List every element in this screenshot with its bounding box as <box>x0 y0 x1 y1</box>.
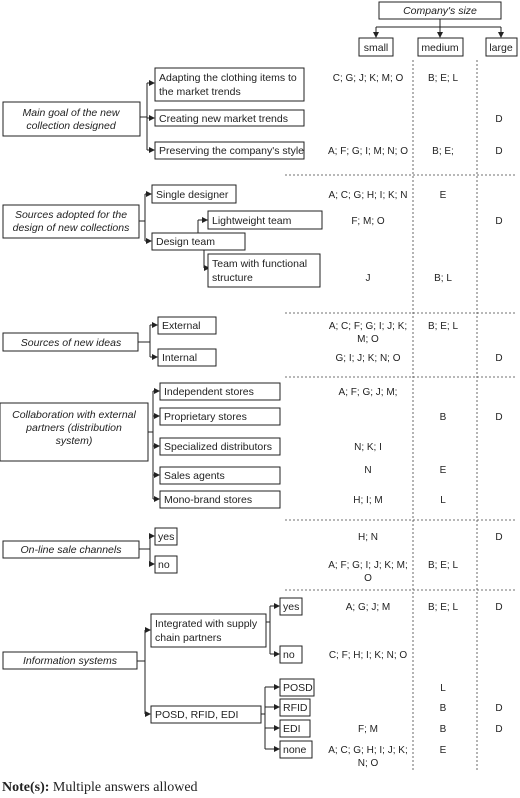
arrowhead-icon <box>149 147 155 153</box>
arrowhead-icon <box>149 561 155 567</box>
item-label: Independent stores <box>164 386 254 398</box>
cell-small: O <box>364 573 372 584</box>
arrowhead-icon <box>152 354 158 360</box>
category-label: Collaboration with external <box>12 409 136 421</box>
column-label-small: small <box>363 42 389 54</box>
arrowhead-icon <box>373 32 379 38</box>
item-label: Team with functional <box>212 258 308 270</box>
cell-medium: B; L <box>434 273 452 284</box>
cell-large: D <box>495 146 503 157</box>
company-size-title: Company's size <box>403 5 477 17</box>
arrowhead-icon <box>154 413 160 419</box>
cell-medium: B; E; L <box>427 560 459 571</box>
cell-medium: E <box>439 465 447 476</box>
arrowhead-icon <box>274 684 280 690</box>
cell-small: N <box>364 465 372 476</box>
arrowhead-icon <box>154 496 160 502</box>
item-label: Integrated with supply <box>155 618 258 630</box>
cell-small: F; M; O <box>351 216 385 227</box>
item-label: chain partners <box>155 632 222 644</box>
footnote-label: Note(s): <box>2 780 50 795</box>
arrowhead-icon <box>146 238 152 244</box>
item-label: none <box>283 744 307 756</box>
cell-large: D <box>495 216 503 227</box>
cell-small: A; C; G; H; I; J; K; <box>328 745 408 756</box>
cell-medium: B; E; L <box>427 602 459 613</box>
arrowhead-icon <box>149 80 155 86</box>
footnote <box>2 780 198 795</box>
item-label: no <box>283 649 295 661</box>
arrowhead-icon <box>274 746 280 752</box>
arrowhead-icon <box>498 32 504 38</box>
item-label: yes <box>158 531 175 543</box>
cell-medium: B <box>439 703 447 714</box>
arrowhead-icon <box>149 533 155 539</box>
cell-small: N; K; I <box>354 442 382 453</box>
item-label: Creating new market trends <box>159 113 288 125</box>
cell-small: J <box>365 273 371 284</box>
cell-medium: E <box>439 190 447 201</box>
cell-medium: E <box>439 745 447 756</box>
arrowhead-icon <box>145 627 151 633</box>
cell-small: N; O <box>357 758 379 769</box>
column-label-medium: medium <box>421 42 459 54</box>
cell-small: H; N <box>358 532 378 543</box>
category-label: partners (distribution <box>26 422 122 434</box>
item-label: no <box>158 559 170 571</box>
cell-medium: L <box>440 683 446 694</box>
arrowhead-icon <box>145 711 151 717</box>
item-label: Preserving the company's style <box>159 145 304 157</box>
cell-small: F; M <box>358 724 378 735</box>
cell-small: C; G; J; K; M; O <box>332 73 404 84</box>
item-label: the market trends <box>159 86 241 98</box>
cell-large: D <box>495 114 503 125</box>
cell-small: H; I; M <box>353 495 383 506</box>
arrowhead-icon <box>146 191 152 197</box>
arrowhead-icon <box>152 322 158 328</box>
item-label: Adapting the clothing items to <box>159 72 297 84</box>
arrowhead-icon <box>274 651 280 657</box>
cell-small: G; I; J; K; N; O <box>335 353 401 364</box>
column-label-large: large <box>489 42 513 54</box>
arrowhead-icon <box>154 388 160 394</box>
cell-medium: B <box>439 724 447 735</box>
category-label: system) <box>55 435 93 447</box>
cell-small: A; C; F; G; I; J; K; <box>328 321 408 332</box>
item-label: yes <box>283 601 300 613</box>
arrowhead-icon <box>154 443 160 449</box>
arrowhead-icon <box>274 704 280 710</box>
cell-medium: B; E; <box>432 146 454 157</box>
category-label: Sources adopted for the <box>14 209 128 221</box>
category-label: Information systems <box>23 655 117 667</box>
item-label: Lightweight team <box>212 215 292 227</box>
item-label: Sales agents <box>164 470 225 482</box>
item-label: POSD, RFID, EDI <box>155 709 239 721</box>
item-label: structure <box>212 272 253 284</box>
cell-small: A; G; J; M <box>345 602 391 613</box>
arrowhead-icon <box>149 115 155 121</box>
cell-large: D <box>495 724 503 735</box>
cell-large: D <box>495 602 503 613</box>
item-label: Design team <box>156 236 215 248</box>
arrowhead-icon <box>274 603 280 609</box>
cell-medium: B; E; L <box>427 73 459 84</box>
item-label: External <box>162 320 201 332</box>
item-label: EDI <box>283 723 301 735</box>
item-label: POSD <box>283 682 313 694</box>
cell-medium: L <box>440 495 446 506</box>
item-label: Specialized distributors <box>164 441 272 453</box>
item-label: Single designer <box>156 189 229 201</box>
item-label: Proprietary stores <box>164 411 247 423</box>
arrowhead-icon <box>274 725 280 731</box>
cell-small: A; F; G; I; M; N; O <box>327 146 409 157</box>
cell-small: A; F; G; I; J; K; M; <box>328 560 408 571</box>
cell-large: D <box>495 703 503 714</box>
cell-medium: B; E; L <box>427 321 459 332</box>
category-label: Main goal of the new <box>22 107 120 119</box>
category-label: design of new collections <box>12 222 130 234</box>
cell-medium: B <box>439 412 447 423</box>
category-label: collection designed <box>26 120 116 132</box>
cell-large: D <box>495 353 503 364</box>
cell-small: A; C; G; H; I; K; N <box>328 190 408 201</box>
cell-small: C; F; H; I; K; N; O <box>328 650 408 661</box>
cell-large: D <box>495 532 503 543</box>
cell-small: M; O <box>357 334 379 345</box>
arrowhead-icon <box>437 32 443 38</box>
footnote-text: Multiple answers allowed <box>49 780 198 795</box>
cell-small: A; F; G; J; M; <box>338 387 398 398</box>
arrowhead-icon <box>154 472 160 478</box>
item-label: RFID <box>283 702 308 714</box>
cell-large: D <box>495 412 503 423</box>
arrowhead-icon <box>202 217 208 223</box>
category-label: On-line sale channels <box>20 544 122 556</box>
item-label: Internal <box>162 352 198 364</box>
item-label: Mono-brand stores <box>164 494 253 506</box>
category-label: Sources of new ideas <box>20 337 122 349</box>
